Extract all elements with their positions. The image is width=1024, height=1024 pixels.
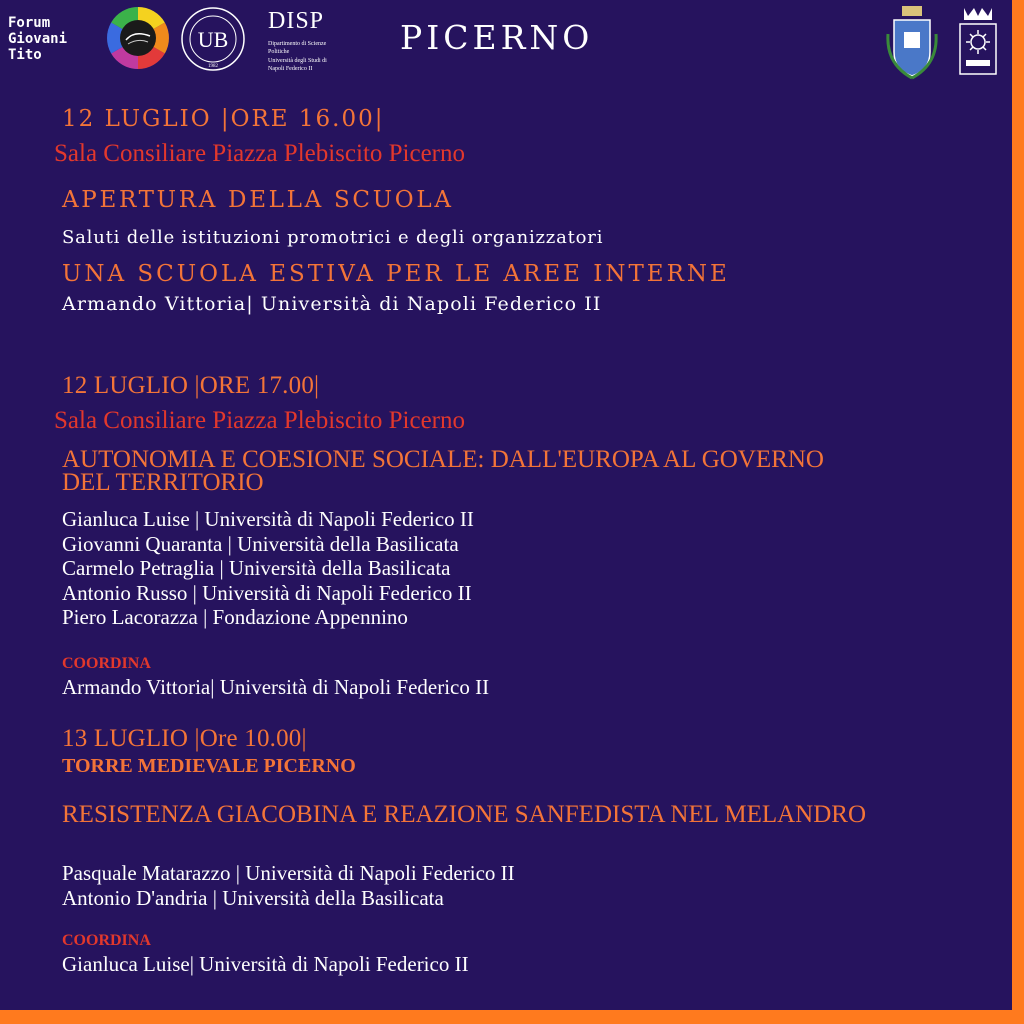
speaker-item: Carmelo Petraglia | Università della Basilicata bbox=[62, 556, 451, 581]
session3-coordinator: Gianluca Luise| Università di Napoli Federico II bbox=[62, 952, 469, 976]
forum-line-2: Giovani bbox=[8, 31, 68, 47]
speaker-item: Gianluca Luise | Università di Napoli Federico II bbox=[62, 507, 474, 531]
session2-coordinator: Armando Vittoria| Università di Napoli Federico II bbox=[62, 675, 490, 699]
disp-title: DISP bbox=[268, 8, 325, 34]
forum-line-3: Tito bbox=[8, 47, 42, 63]
session2-coord-label: COORDINA bbox=[62, 655, 151, 672]
session3-title: RESISTENZA GIACOBINA E REAZIONE SANFEDISTA NEL MELANDRO bbox=[62, 801, 867, 828]
speaker-item: Antonio Russo | Università di Napoli Federico II bbox=[62, 580, 472, 605]
session3-date-time: 13 LUGLIO |Ore 10.00| bbox=[62, 725, 307, 752]
university-seal-icon bbox=[180, 6, 246, 72]
town-emblem-icon bbox=[956, 4, 1000, 80]
speaker-item: Piero Lacorazza | Fondazione Appennino bbox=[62, 605, 408, 630]
orange-border-right bbox=[1012, 0, 1024, 1024]
session3-speakers bbox=[62, 861, 515, 910]
disp-subtitle: Dipartimento di Scienze Politiche bbox=[268, 41, 327, 55]
session2-title-line-2: DEL TERRITORIO bbox=[62, 469, 264, 496]
speaker-item: Antonio D'andria | Università della Basilicata bbox=[62, 885, 444, 910]
session2-speakers bbox=[62, 507, 474, 630]
svg-text:UB: UB bbox=[197, 27, 229, 52]
session3-venue: TORRE MEDIEVALE PICERNO bbox=[62, 755, 356, 777]
session3-coord-label: COORDINA bbox=[62, 932, 151, 949]
session2-date-time: 12 LUGLIO |ORE 17.00| bbox=[62, 372, 320, 399]
session1-subtitle: Saluti delle istituzioni promotrici e degli organizzatori bbox=[62, 227, 604, 248]
session2-title bbox=[62, 448, 824, 494]
forum-giovani-logo bbox=[8, 15, 67, 63]
speaker-item: Pasquale Matarazzo | Università di Napoli Federico II bbox=[62, 861, 515, 885]
session1-title-1: APERTURA DELLA SCUOLA bbox=[62, 187, 454, 213]
page-title: PICERNO bbox=[400, 18, 594, 57]
colour-wheel-logo bbox=[106, 6, 170, 70]
municipal-crest-icon bbox=[884, 4, 940, 80]
session2-venue: Sala Consiliare Piazza Plebiscito Picerno bbox=[54, 407, 466, 434]
forum-line-1: Forum bbox=[8, 15, 51, 31]
session1-venue: Sala Consiliare Piazza Plebiscito Picerno bbox=[54, 140, 466, 167]
session1-speaker: Armando Vittoria| Università di Napoli Federico II bbox=[62, 293, 602, 315]
session1-date-time: 12 LUGLIO |ORE 16.00| bbox=[62, 106, 385, 132]
disp-logo bbox=[268, 8, 344, 72]
orange-border-bottom bbox=[0, 1010, 1024, 1024]
seal-year: 1982 bbox=[208, 64, 218, 69]
session1-title-2: UNA SCUOLA ESTIVA PER LE AREE INTERNE bbox=[62, 261, 730, 287]
speaker-item: Giovanni Quaranta | Università della Basilicata bbox=[62, 531, 459, 556]
disp-subtitle-2: Università degli Studi di Napoli Federico II bbox=[268, 58, 327, 72]
session2-title-line-1: AUTONOMIA E COESIONE SOCIALE: DALL'EUROPA AL GOVERNO bbox=[62, 446, 824, 473]
